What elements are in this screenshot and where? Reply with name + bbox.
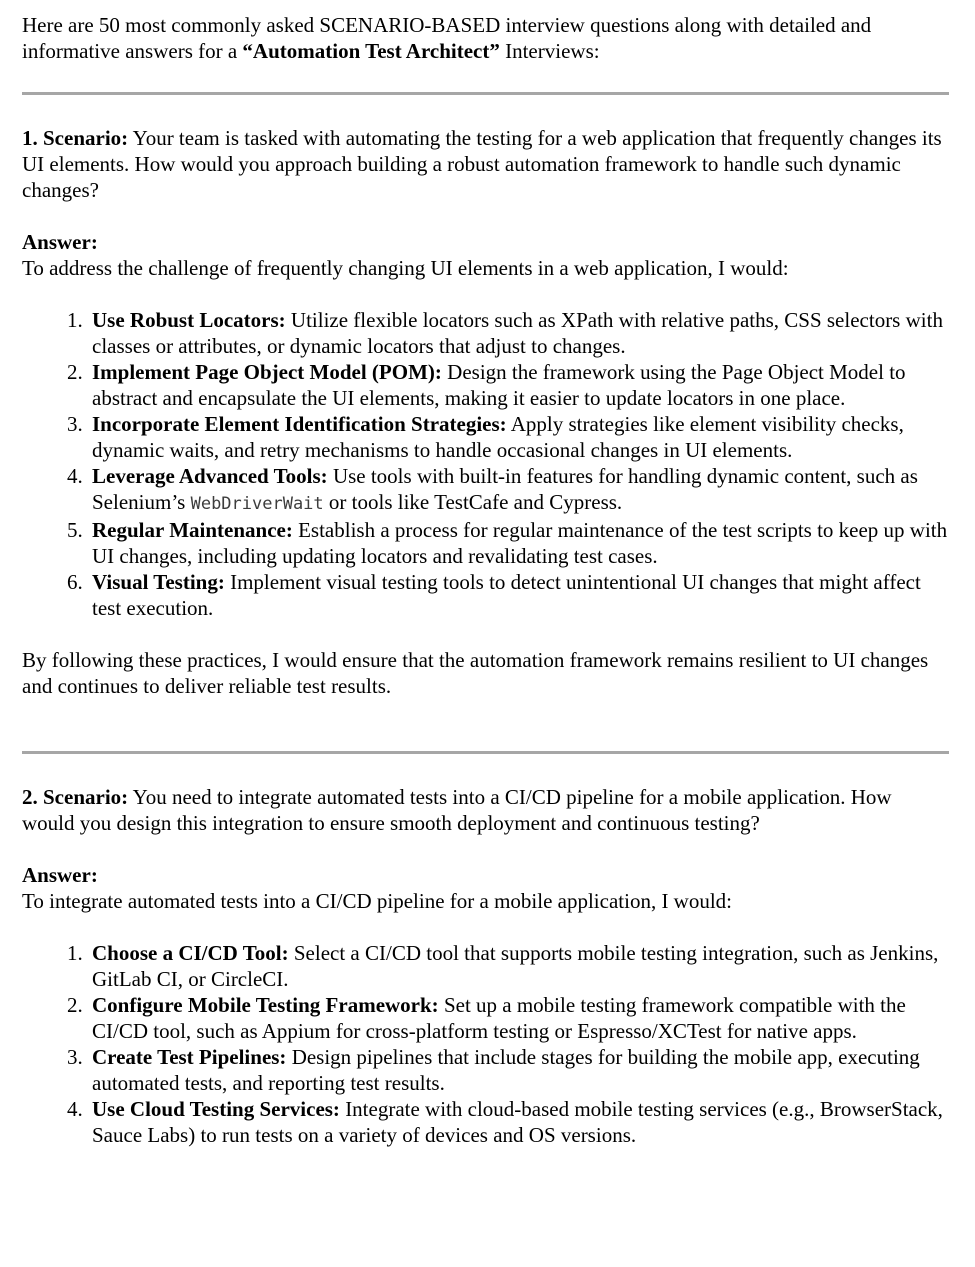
list-item bbox=[88, 940, 949, 992]
list-item bbox=[88, 463, 949, 517]
scenario-paragraph bbox=[22, 125, 949, 203]
list-item-title: Create Test Pipelines: bbox=[92, 1045, 287, 1069]
answer-intro: To integrate automated tests into a CI/CD pipeline for a mobile application, I would: bbox=[22, 889, 733, 913]
list-item-text: Establish a process for regular maintenance of the test scripts to keep up with UI changes, including updating locators and revalidating test cases. bbox=[92, 518, 948, 568]
answer-label: Answer: bbox=[22, 230, 98, 254]
intro-text-post: Interviews: bbox=[499, 39, 600, 63]
list-item bbox=[88, 517, 949, 569]
list-item bbox=[88, 307, 949, 359]
scenario-paragraph bbox=[22, 784, 949, 836]
list-item-text: Use tools with built-in features for handling dynamic content, such as Selenium’s bbox=[92, 464, 918, 514]
list-item-title: Incorporate Element Identification Strategies: bbox=[92, 412, 507, 436]
answer-label: Answer: bbox=[22, 863, 98, 887]
list-item-title: Choose a CI/CD Tool: bbox=[92, 941, 289, 965]
list-item-text: Design the framework using the Page Object Model to abstract and encapsulate the UI elements, making it easier to update locators in one place. bbox=[92, 360, 906, 410]
intro-text-pre: Here are 50 most commonly asked SCENARIO-BASED interview questions along with detailed and informative answers for a bbox=[22, 13, 872, 63]
scenario-text: You need to integrate automated tests into a CI/CD pipeline for a mobile application. How would you design this integration to ensure smooth deployment and continuous testing? bbox=[22, 785, 892, 835]
intro-paragraph bbox=[22, 12, 949, 64]
section-divider bbox=[22, 751, 949, 754]
list-item-title: Configure Mobile Testing Framework: bbox=[92, 993, 439, 1017]
inline-code: WebDriverWait bbox=[190, 494, 324, 514]
list-item-text: Utilize flexible locators such as XPath with relative paths, CSS selectors with classes or attributes, or dynamic locators that adjust to changes. bbox=[92, 308, 943, 358]
list-item-text: Design pipelines that include stages for building the mobile app, executing automated tests, and reporting test results. bbox=[92, 1045, 920, 1095]
list-item-title: Leverage Advanced Tools: bbox=[92, 464, 328, 488]
list-item-text: Set up a mobile testing framework compatible with the CI/CD tool, such as Appium for cross-platform testing or Espresso/XCTest for native apps. bbox=[92, 993, 906, 1043]
scenario-label: 2. Scenario: bbox=[22, 785, 129, 809]
list-item bbox=[88, 569, 949, 621]
list-item bbox=[88, 1096, 949, 1148]
list-item-text: Apply strategies like element visibility checks, dynamic waits, and retry mechanisms to handle occasional changes in UI elements. bbox=[92, 412, 904, 462]
list-item-text: Select a CI/CD tool that supports mobile testing integration, such as Jenkins, GitLab CI, or CircleCI. bbox=[92, 941, 939, 991]
list-item-title: Implement Page Object Model (POM): bbox=[92, 360, 442, 384]
section-divider bbox=[22, 92, 949, 95]
list-item-title: Visual Testing: bbox=[92, 570, 225, 594]
list-item-text: or tools like TestCafe and Cypress. bbox=[323, 490, 623, 514]
list-item bbox=[88, 411, 949, 463]
scenario-text: Your team is tasked with automating the testing for a web application that frequently changes its UI elements. How would you approach building a robust automation framework to handle such dynamic changes? bbox=[22, 126, 942, 202]
answer-intro: To address the challenge of frequently changing UI elements in a web application, I would: bbox=[22, 256, 789, 280]
list-item-title: Use Robust Locators: bbox=[92, 308, 286, 332]
list-item-title: Use Cloud Testing Services: bbox=[92, 1097, 340, 1121]
scenario-label: 1. Scenario: bbox=[22, 126, 129, 150]
list-item bbox=[88, 1044, 949, 1096]
list-item bbox=[88, 992, 949, 1044]
list-item-title: Regular Maintenance: bbox=[92, 518, 293, 542]
intro-bold-title: “Automation Test Architect” bbox=[242, 39, 500, 63]
list-item bbox=[88, 359, 949, 411]
list-item-text: Implement visual testing tools to detect unintentional UI changes that might affect test execution. bbox=[92, 570, 921, 620]
closing-paragraph: By following these practices, I would ensure that the automation framework remains resilient to UI changes and continues to deliver reliable test results. bbox=[22, 648, 929, 698]
answer-list bbox=[22, 940, 949, 1148]
list-item-text: Integrate with cloud-based mobile testing services (e.g., BrowserStack, Sauce Labs) to run tests on a variety of devices and OS versions. bbox=[92, 1097, 943, 1147]
answer-list bbox=[22, 307, 949, 621]
